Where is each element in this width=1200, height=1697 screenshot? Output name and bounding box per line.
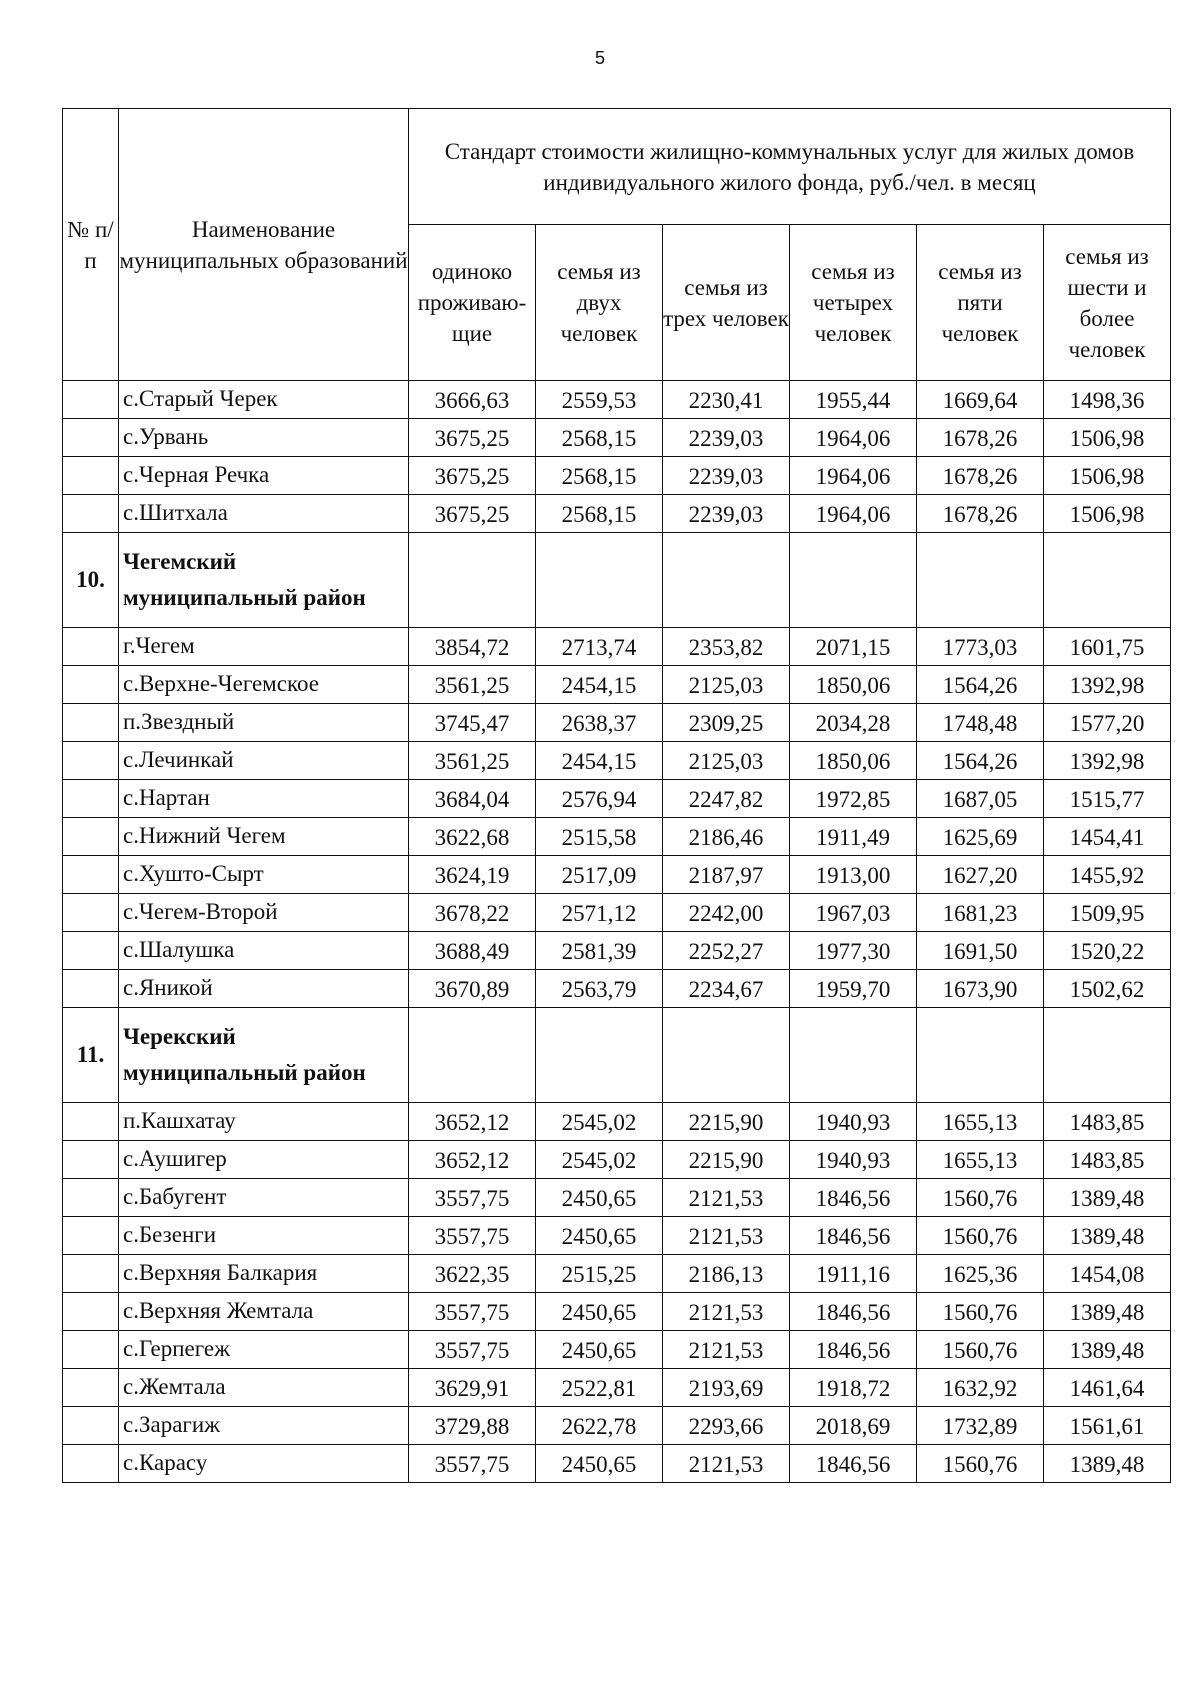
value-cell: 2622,78 (536, 1407, 663, 1445)
value-cell: 3561,25 (409, 666, 536, 704)
value-cell: 1601,75 (1044, 628, 1171, 666)
value-cell: 1455,92 (1044, 856, 1171, 894)
value-cell: 2522,81 (536, 1369, 663, 1407)
row-number-cell (63, 419, 119, 457)
value-cell: 2186,13 (663, 1255, 790, 1293)
row-number-cell (63, 818, 119, 856)
value-cell: 2034,28 (790, 704, 917, 742)
value-cell: 3652,12 (409, 1103, 536, 1141)
row-number-cell (63, 1141, 119, 1179)
row-number-cell (63, 381, 119, 419)
value-cell: 1964,06 (790, 419, 917, 457)
value-cell: 1515,77 (1044, 780, 1171, 818)
value-cell: 3557,75 (409, 1331, 536, 1369)
value-cell: 1560,76 (917, 1445, 1044, 1483)
value-cell: 2242,00 (663, 894, 790, 932)
value-cell: 2581,39 (536, 932, 663, 970)
value-cell: 2576,94 (536, 780, 663, 818)
value-cell: 3688,49 (409, 932, 536, 970)
table-row (63, 894, 1171, 932)
value-cell: 2571,12 (536, 894, 663, 932)
district-row (63, 533, 1171, 628)
table-row (63, 742, 1171, 780)
row-number-cell (63, 856, 119, 894)
table-row (63, 1141, 1171, 1179)
value-cell: 1846,56 (790, 1445, 917, 1483)
value-cell: 1940,93 (790, 1103, 917, 1141)
settlement-name: с.Карасу (119, 1445, 409, 1483)
value-cell: 1940,93 (790, 1141, 917, 1179)
value-cell: 1577,20 (1044, 704, 1171, 742)
value-cell: 1655,13 (917, 1103, 1044, 1141)
value-cell: 2559,53 (536, 381, 663, 419)
table-body (63, 381, 1171, 1483)
row-number-cell (63, 1217, 119, 1255)
empty-cell (790, 1008, 917, 1103)
value-cell: 2293,66 (663, 1407, 790, 1445)
value-cell: 3684,04 (409, 780, 536, 818)
value-cell: 1678,26 (917, 495, 1044, 533)
value-cell: 1911,16 (790, 1255, 917, 1293)
value-cell: 1483,85 (1044, 1141, 1171, 1179)
column-header: семья из трех человек (663, 225, 790, 381)
value-cell: 3624,19 (409, 856, 536, 894)
district-number: 10. (63, 533, 119, 628)
empty-cell (536, 533, 663, 628)
row-number-cell (63, 1407, 119, 1445)
value-cell: 3652,12 (409, 1141, 536, 1179)
value-cell: 2187,97 (663, 856, 790, 894)
value-cell: 2121,53 (663, 1331, 790, 1369)
district-name: Черекский муниципальный район (119, 1008, 409, 1103)
value-cell: 1560,76 (917, 1179, 1044, 1217)
value-cell: 1955,44 (790, 381, 917, 419)
value-cell: 1560,76 (917, 1293, 1044, 1331)
table-header (63, 109, 1171, 381)
row-number-cell (63, 1255, 119, 1293)
column-header: семья из пяти человек (917, 225, 1044, 381)
value-cell: 2713,74 (536, 628, 663, 666)
value-cell: 2515,58 (536, 818, 663, 856)
empty-cell (917, 1008, 1044, 1103)
value-cell: 3675,25 (409, 495, 536, 533)
value-cell: 1625,69 (917, 818, 1044, 856)
row-number-cell (63, 704, 119, 742)
value-cell: 1850,06 (790, 666, 917, 704)
value-cell: 1673,90 (917, 970, 1044, 1008)
tariff-table (62, 108, 1171, 1483)
value-cell: 2568,15 (536, 419, 663, 457)
table-row (63, 970, 1171, 1008)
settlement-name: с.Бабугент (119, 1179, 409, 1217)
value-cell: 1389,48 (1044, 1445, 1171, 1483)
value-cell: 2454,15 (536, 666, 663, 704)
row-number-cell (63, 1331, 119, 1369)
value-cell: 3557,75 (409, 1217, 536, 1255)
value-cell: 1678,26 (917, 457, 1044, 495)
num-column-header: № п/п (63, 109, 119, 381)
value-cell: 1846,56 (790, 1331, 917, 1369)
settlement-name: с.Нижний Чегем (119, 818, 409, 856)
value-cell: 1850,06 (790, 742, 917, 780)
district-name: Чегемский муниципальный район (119, 533, 409, 628)
settlement-name: с.Аушигер (119, 1141, 409, 1179)
value-cell: 1561,61 (1044, 1407, 1171, 1445)
value-cell: 1655,13 (917, 1141, 1044, 1179)
settlement-name: с.Чегем-Второй (119, 894, 409, 932)
value-cell: 2638,37 (536, 704, 663, 742)
table-row (63, 381, 1171, 419)
value-cell: 3622,35 (409, 1255, 536, 1293)
value-cell: 1846,56 (790, 1293, 917, 1331)
value-cell: 2239,03 (663, 495, 790, 533)
value-cell: 3729,88 (409, 1407, 536, 1445)
table-row (63, 704, 1171, 742)
value-cell: 1498,36 (1044, 381, 1171, 419)
value-cell: 2121,53 (663, 1293, 790, 1331)
row-number-cell (63, 742, 119, 780)
table-row (63, 666, 1171, 704)
value-cell: 2247,82 (663, 780, 790, 818)
empty-cell (409, 1008, 536, 1103)
settlement-name: п.Звездный (119, 704, 409, 742)
settlement-name: с.Старый Черек (119, 381, 409, 419)
empty-cell (790, 533, 917, 628)
value-cell: 1564,26 (917, 666, 1044, 704)
value-cell: 2071,15 (790, 628, 917, 666)
value-cell: 1560,76 (917, 1217, 1044, 1255)
value-cell: 1509,95 (1044, 894, 1171, 932)
value-cell: 2353,82 (663, 628, 790, 666)
district-number: 11. (63, 1008, 119, 1103)
district-row (63, 1008, 1171, 1103)
value-cell: 3854,72 (409, 628, 536, 666)
value-cell: 2239,03 (663, 419, 790, 457)
empty-cell (663, 533, 790, 628)
row-number-cell (63, 970, 119, 1008)
value-cell: 1483,85 (1044, 1103, 1171, 1141)
value-cell: 1632,92 (917, 1369, 1044, 1407)
value-cell: 3561,25 (409, 742, 536, 780)
table-row (63, 1293, 1171, 1331)
column-header: одиноко проживаю-щие (409, 225, 536, 381)
row-number-cell (63, 1293, 119, 1331)
empty-cell (917, 533, 1044, 628)
value-cell: 2125,03 (663, 666, 790, 704)
value-cell: 2215,90 (663, 1141, 790, 1179)
value-cell: 3678,22 (409, 894, 536, 932)
value-cell: 2239,03 (663, 457, 790, 495)
value-cell: 1389,48 (1044, 1179, 1171, 1217)
value-cell: 2252,27 (663, 932, 790, 970)
name-column-header: Наименование муниципальных образований (119, 109, 409, 381)
value-cell: 2215,90 (663, 1103, 790, 1141)
value-cell: 3557,75 (409, 1293, 536, 1331)
value-cell: 2563,79 (536, 970, 663, 1008)
value-cell: 3629,91 (409, 1369, 536, 1407)
value-cell: 1773,03 (917, 628, 1044, 666)
row-number-cell (63, 666, 119, 704)
settlement-name: с.Шитхала (119, 495, 409, 533)
table-row (63, 1369, 1171, 1407)
empty-cell (409, 533, 536, 628)
row-number-cell (63, 780, 119, 818)
value-cell: 1454,41 (1044, 818, 1171, 856)
table-row (63, 932, 1171, 970)
value-cell: 2568,15 (536, 495, 663, 533)
settlement-name: г.Чегем (119, 628, 409, 666)
settlement-name: с.Верхняя Жемтала (119, 1293, 409, 1331)
value-cell: 1627,20 (917, 856, 1044, 894)
settlement-name: с.Черная Речка (119, 457, 409, 495)
value-cell: 1846,56 (790, 1179, 917, 1217)
value-cell: 3670,89 (409, 970, 536, 1008)
settlement-name: с.Герпегеж (119, 1331, 409, 1369)
value-cell: 1732,89 (917, 1407, 1044, 1445)
table-row (63, 780, 1171, 818)
page-number: 5 (594, 48, 605, 68)
value-cell: 1918,72 (790, 1369, 917, 1407)
value-cell: 1964,06 (790, 495, 917, 533)
table-row (63, 1407, 1171, 1445)
value-cell: 1389,48 (1044, 1331, 1171, 1369)
settlement-name: с.Безенги (119, 1217, 409, 1255)
settlement-name: с.Хушто-Сырт (119, 856, 409, 894)
table-row (63, 1445, 1171, 1483)
value-cell: 1564,26 (917, 742, 1044, 780)
value-cell: 1913,00 (790, 856, 917, 894)
value-cell: 1959,70 (790, 970, 917, 1008)
table-row (63, 856, 1171, 894)
empty-cell (536, 1008, 663, 1103)
table-row (63, 1331, 1171, 1369)
value-cell: 2545,02 (536, 1103, 663, 1141)
row-number-cell (63, 495, 119, 533)
value-cell: 2517,09 (536, 856, 663, 894)
row-number-cell (63, 1179, 119, 1217)
value-cell: 1911,49 (790, 818, 917, 856)
column-header: семья из четырех человек (790, 225, 917, 381)
group-header: Стандарт стоимости жилищно-коммунальных услуг для жилых домов индивидуального жилого фонда, руб./чел. в месяц (409, 109, 1171, 225)
value-cell: 2450,65 (536, 1217, 663, 1255)
value-cell: 2121,53 (663, 1217, 790, 1255)
value-cell: 2309,25 (663, 704, 790, 742)
value-cell: 2450,65 (536, 1293, 663, 1331)
value-cell: 2186,46 (663, 818, 790, 856)
row-number-cell (63, 1369, 119, 1407)
value-cell: 1691,50 (917, 932, 1044, 970)
row-number-cell (63, 628, 119, 666)
value-cell: 1461,64 (1044, 1369, 1171, 1407)
settlement-name: п.Кашхатау (119, 1103, 409, 1141)
value-cell: 2450,65 (536, 1179, 663, 1217)
value-cell: 1389,48 (1044, 1217, 1171, 1255)
row-number-cell (63, 457, 119, 495)
value-cell: 1846,56 (790, 1217, 917, 1255)
column-header: семья из двух человек (536, 225, 663, 381)
value-cell: 1748,48 (917, 704, 1044, 742)
settlement-name: с.Верхняя Балкария (119, 1255, 409, 1293)
value-cell: 3675,25 (409, 419, 536, 457)
column-header: семья из шести и более человек (1044, 225, 1171, 381)
value-cell: 1506,98 (1044, 419, 1171, 457)
value-cell: 3622,68 (409, 818, 536, 856)
value-cell: 3557,75 (409, 1179, 536, 1217)
value-cell: 2450,65 (536, 1331, 663, 1369)
settlement-name: с.Урвань (119, 419, 409, 457)
settlement-name: с.Нартан (119, 780, 409, 818)
value-cell: 2121,53 (663, 1179, 790, 1217)
value-cell: 2018,69 (790, 1407, 917, 1445)
value-cell: 1506,98 (1044, 457, 1171, 495)
value-cell: 1560,76 (917, 1331, 1044, 1369)
value-cell: 1687,05 (917, 780, 1044, 818)
row-number-cell (63, 932, 119, 970)
value-cell: 1506,98 (1044, 495, 1171, 533)
value-cell: 1972,85 (790, 780, 917, 818)
value-cell: 1392,98 (1044, 742, 1171, 780)
row-number-cell (63, 1445, 119, 1483)
value-cell: 2121,53 (663, 1445, 790, 1483)
value-cell: 2545,02 (536, 1141, 663, 1179)
value-cell: 1389,48 (1044, 1293, 1171, 1331)
value-cell: 2450,65 (536, 1445, 663, 1483)
table-row (63, 495, 1171, 533)
value-cell: 2125,03 (663, 742, 790, 780)
value-cell: 3666,63 (409, 381, 536, 419)
value-cell: 1977,30 (790, 932, 917, 970)
settlement-name: с.Яникой (119, 970, 409, 1008)
value-cell: 1669,64 (917, 381, 1044, 419)
value-cell: 2230,41 (663, 381, 790, 419)
table-row (63, 1217, 1171, 1255)
table-row (63, 457, 1171, 495)
settlement-name: с.Жемтала (119, 1369, 409, 1407)
empty-cell (1044, 533, 1171, 628)
empty-cell (1044, 1008, 1171, 1103)
value-cell: 2515,25 (536, 1255, 663, 1293)
table-row (63, 1255, 1171, 1293)
value-cell: 1625,36 (917, 1255, 1044, 1293)
value-cell: 1520,22 (1044, 932, 1171, 970)
value-cell: 3745,47 (409, 704, 536, 742)
table-row (63, 1103, 1171, 1141)
table-row (63, 419, 1171, 457)
value-cell: 2454,15 (536, 742, 663, 780)
value-cell: 2234,67 (663, 970, 790, 1008)
settlement-name: с.Шалушка (119, 932, 409, 970)
settlement-name: с.Верхне-Чегемское (119, 666, 409, 704)
value-cell: 2193,69 (663, 1369, 790, 1407)
table-row (63, 628, 1171, 666)
value-cell: 1392,98 (1044, 666, 1171, 704)
settlement-name: с.Лечинкай (119, 742, 409, 780)
settlement-name: с.Зарагиж (119, 1407, 409, 1445)
value-cell: 1964,06 (790, 457, 917, 495)
row-number-cell (63, 1103, 119, 1141)
value-cell: 1681,23 (917, 894, 1044, 932)
table-row (63, 1179, 1171, 1217)
value-cell: 2568,15 (536, 457, 663, 495)
value-cell: 3557,75 (409, 1445, 536, 1483)
row-number-cell (63, 894, 119, 932)
value-cell: 1967,03 (790, 894, 917, 932)
table-row (63, 818, 1171, 856)
value-cell: 1502,62 (1044, 970, 1171, 1008)
value-cell: 1678,26 (917, 419, 1044, 457)
value-cell: 3675,25 (409, 457, 536, 495)
empty-cell (663, 1008, 790, 1103)
value-cell: 1454,08 (1044, 1255, 1171, 1293)
